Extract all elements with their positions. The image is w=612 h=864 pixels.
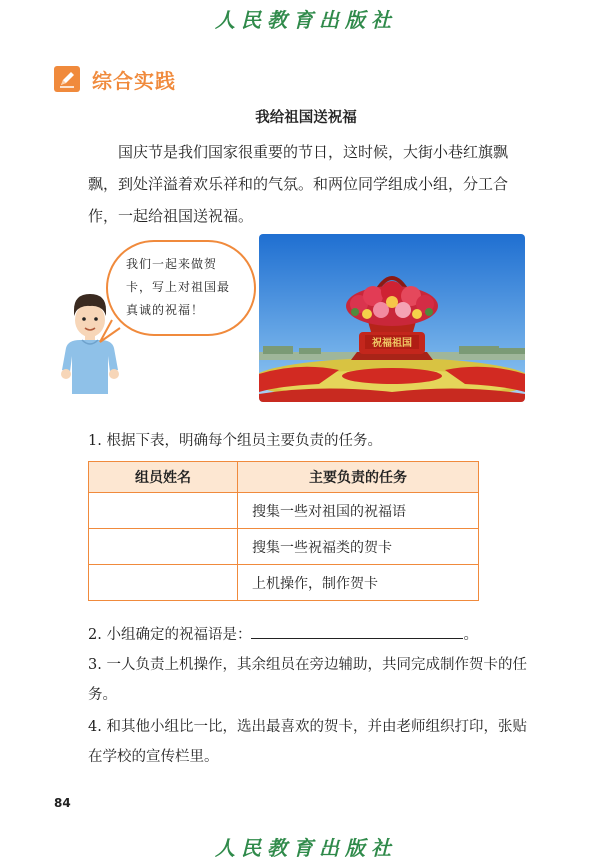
question-4: 4. 和其他小组比一比，选出最喜欢的贺卡，并由老师组织打印，张贴在学校的宣传栏里。	[88, 719, 527, 765]
task-cell: 上机操作，制作贺卡	[238, 565, 479, 601]
member-name-cell[interactable]	[89, 529, 238, 565]
question-2	[88, 620, 536, 650]
intro-paragraph: 国庆节是我们国家很重要的节日，这时候，大街小巷红旗飘飘，到处洋溢着欢乐祥和的气氛。和两位同学组成小组，分工合作，一起给祖国送祝福。	[88, 143, 509, 225]
question-2-text: 2. 小组确定的祝福语是：	[88, 627, 252, 643]
flower-basket-photo	[259, 234, 525, 402]
publisher-logo-top: 人民教育出版社	[215, 8, 397, 32]
table-header-task: 主要负责的任务	[238, 462, 479, 493]
speech-bubble-tail	[98, 318, 122, 344]
question-2-end: 。	[463, 627, 478, 643]
photo-banner-text: 祝福祖国	[372, 338, 412, 349]
question-1: 1. 根据下表，明确每个组员主要负责的任务。	[88, 433, 382, 449]
member-name-cell[interactable]	[89, 493, 238, 529]
table-row	[89, 565, 479, 601]
activity-title: 我给祖国送祝福	[255, 110, 357, 126]
speech-bubble	[106, 240, 256, 336]
publisher-logo-bottom: 人民教育出版社	[215, 836, 397, 860]
task-cell: 搜集一些祝福类的贺卡	[238, 529, 479, 565]
table-header-row	[89, 462, 479, 493]
task-table	[88, 461, 479, 601]
table-row	[89, 529, 479, 565]
question-3: 3. 一人负责上机操作，其余组员在旁边辅助，共同完成制作贺卡的任务。	[88, 657, 527, 703]
blessing-blank[interactable]	[251, 620, 463, 639]
section-header	[54, 62, 176, 96]
table-header-member: 组员姓名	[89, 462, 238, 493]
table-row	[89, 493, 479, 529]
task-cell: 搜集一些对祖国的祝福语	[238, 493, 479, 529]
member-name-cell[interactable]	[89, 565, 238, 601]
pencil-icon	[54, 66, 80, 92]
page-number: 84	[54, 796, 71, 810]
speech-bubble-text: 我们一起来做贺卡，写上对祖国最真诚的祝福！	[126, 257, 231, 317]
section-title: 综合实践	[92, 68, 176, 93]
